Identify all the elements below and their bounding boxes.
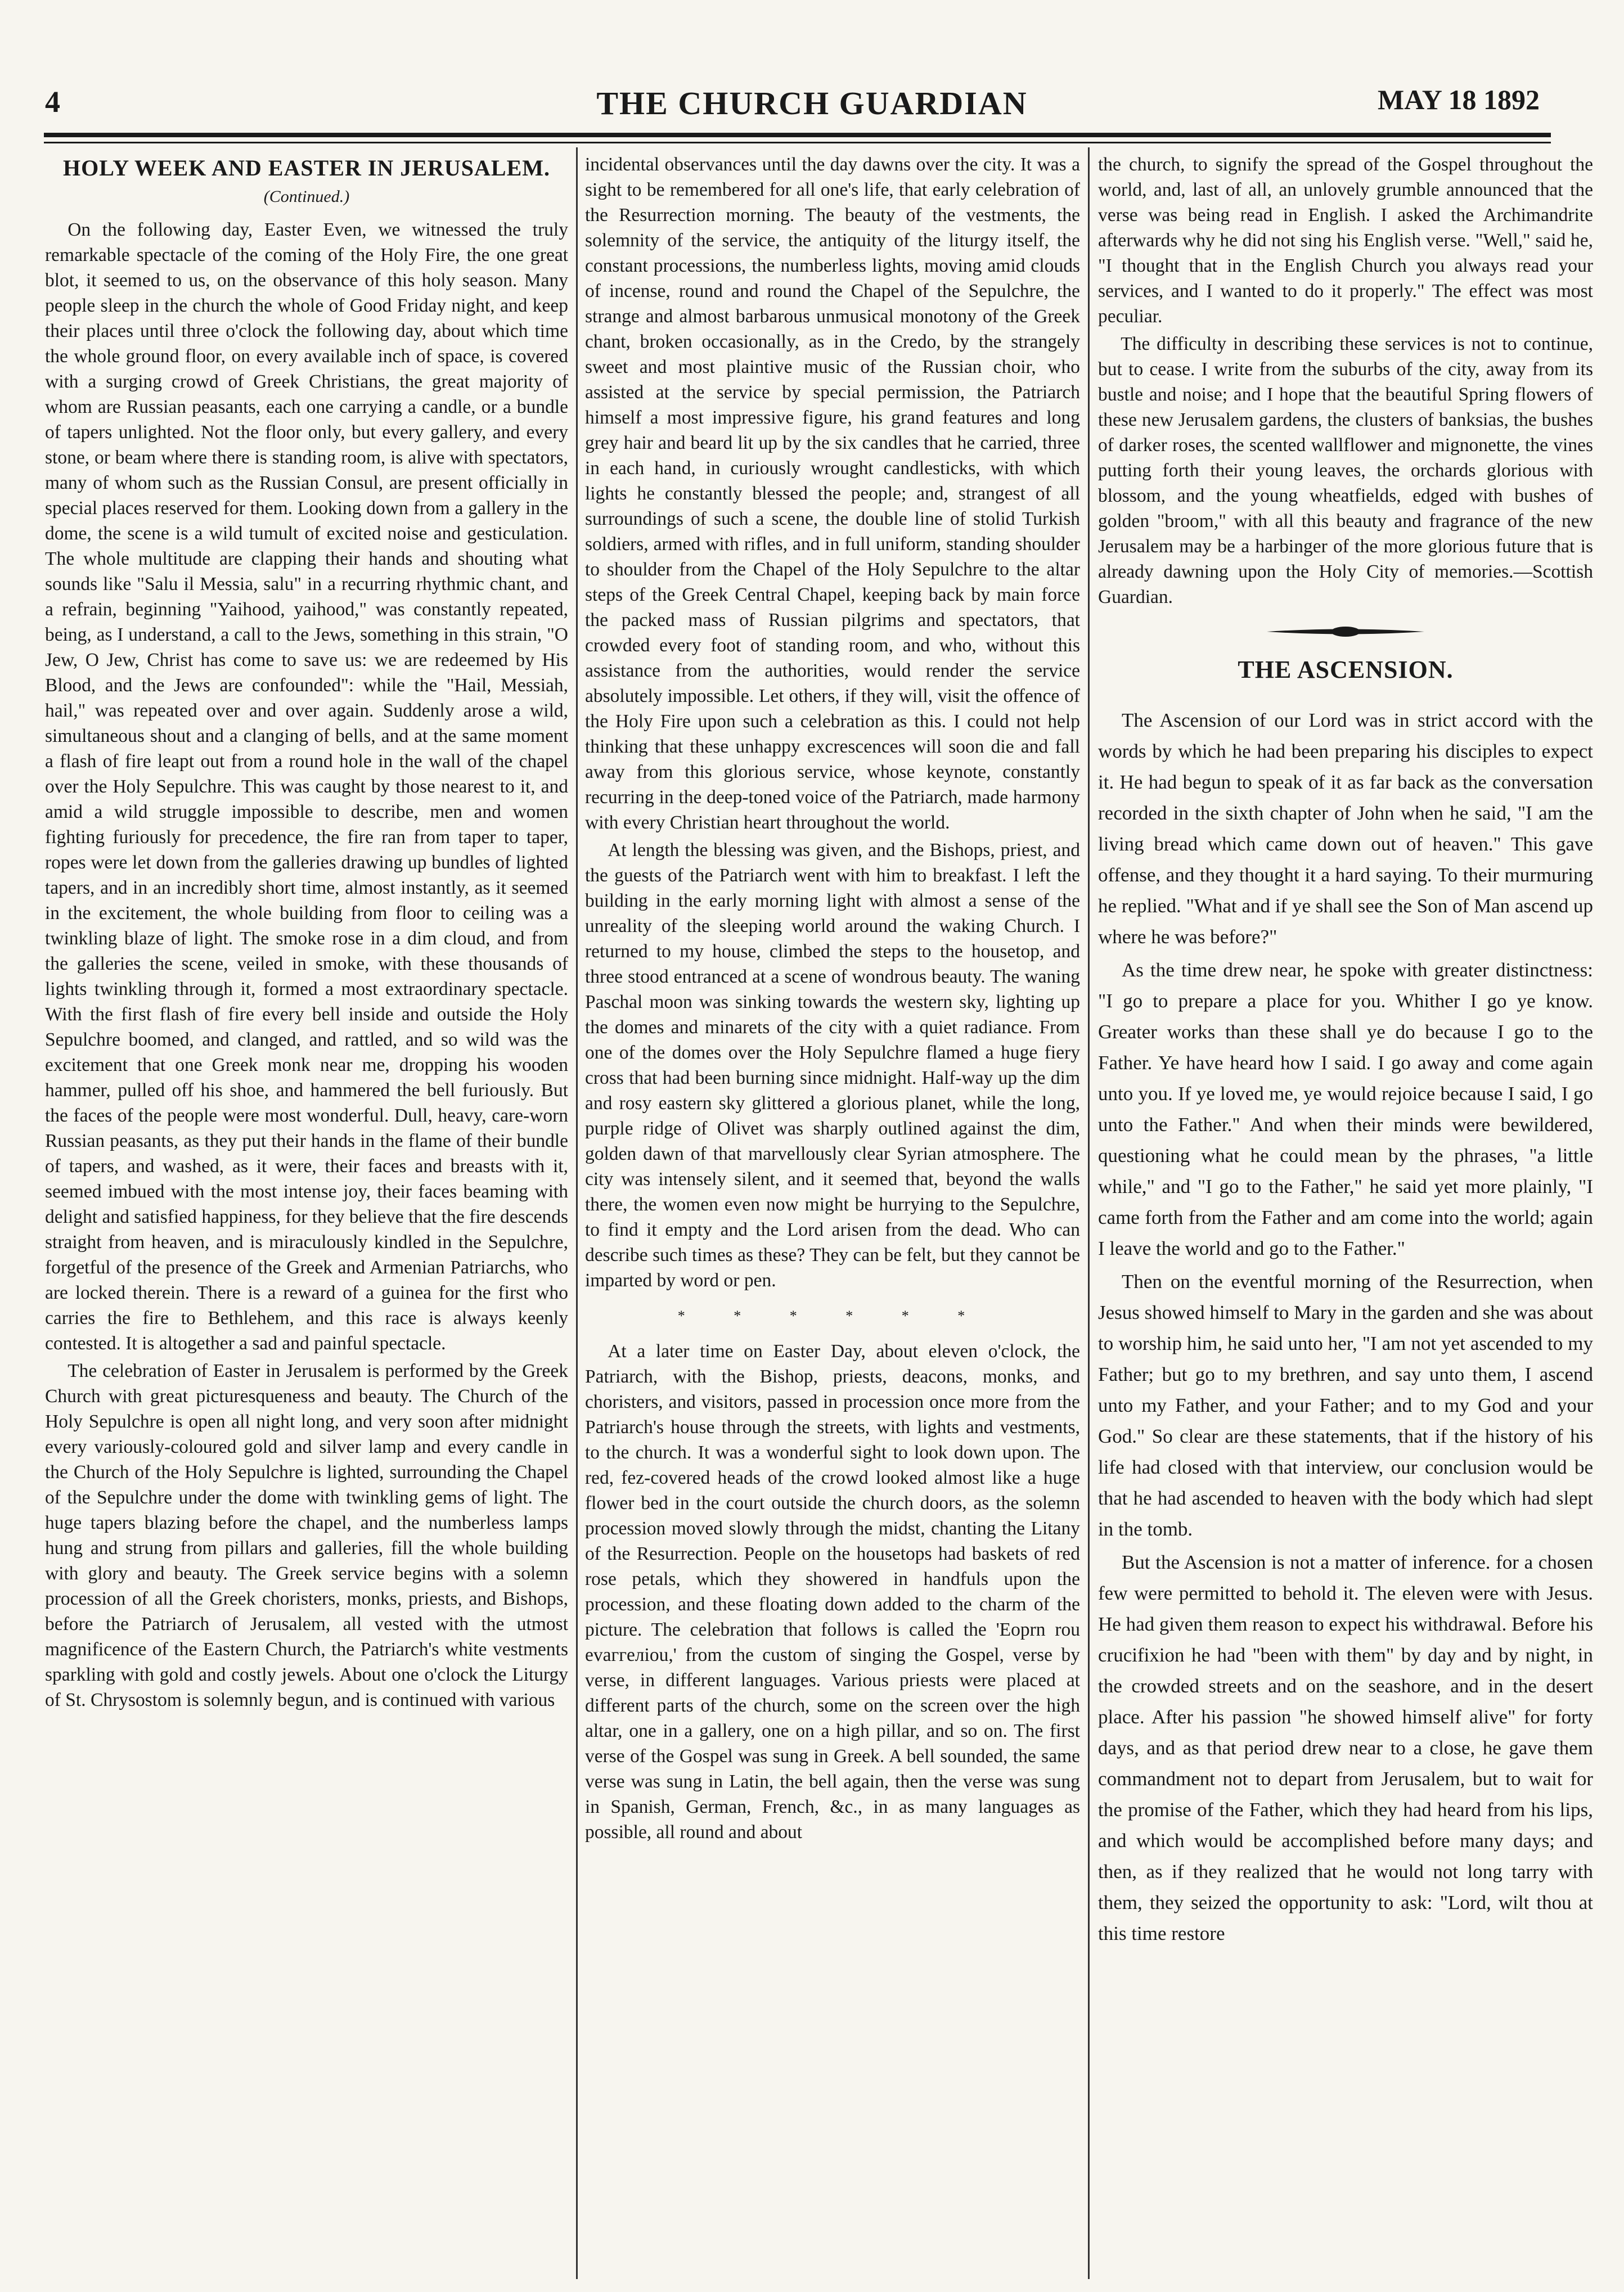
masthead-rule-thin	[44, 142, 1551, 143]
ascension-body	[1098, 705, 1593, 1949]
column-2	[585, 152, 1080, 2278]
paragraph: The celebration of Easter in Jerusalem is performed by the Greek Church with great picturesqueness and beauty. The Church of the Holy Sepulchre is open all night long, and very soon after midnight every variously-coloured gold and silver lamp and every candle in the Church of the Holy Sepulchre is lighted, surrounding the Chapel of the Sepulchre under the dome with twinkling gems of light. The huge tapers blazing before the chapel, and the numberless lamps hung and strung from pillars and galleries, fill the whole building with glory and beauty. The Greek service begins with a solemn procession of all the Greek choristers, monks, priests, and Bishops, before the Patriarch of Jerusalem, all vested with the utmost magnificence of the Eastern Church, the Patriarch's white vestments sparkling with gold and costly jewels. About one o'clock the Liturgy of St. Chrysostom is solemnly begun, and is continued with various	[45, 1361, 568, 1710]
column-rule	[576, 147, 578, 2279]
article-heading: THE ASCENSION.	[1238, 656, 1454, 683]
section-separator: * * * * * *	[677, 1308, 988, 1324]
page-number: 4	[45, 85, 60, 119]
column-rule	[1088, 147, 1090, 2279]
paragraph: The difficulty in describing these services is not to continue, but to cease. I write from the suburbs of the city, away from its bustle and noise; and I hope that the beautiful Spring flowers of these new Jerusalem gardens, the clusters of banksias, the bushes of darker roses, the scented wallflower and mignonette, the vines putting forth their young leaves, the orchards glorious with blossom, and the young wheatfields, edged with bushes of golden "broom," with all this beauty and fragrance of the new Jerusalem may be a harbinger of the more glorious future that is already dawning upon the Holy City of memories.—Scottish Guardian.	[1098, 334, 1593, 607]
paragraph: At length the blessing was given, and the Bishops, priest, and the guests of the Patriarch went with him to breakfast. I left the building in the early morning light with almost a sense of the unreality of the sleeping world around the waking Church. I returned to my house, climbed the steps to the housetop, and three stood entranced at a scene of wondrous beauty. The waning Paschal moon was sinking towards the western sky, lighting up the domes and minarets of the city with a quiet radiance. From one of the domes over the Holy Sepulchre flamed a huge fiery cross that had been burning since midnight. Half-way up the dim and rosy eastern sky glittered a glorious planet, while the long, purple ridge of Olivet was sharply outlined against the dim, golden dawn of that marvellously clear Syrian atmosphere. The city was intensely silent, and it seemed that, beyond the walls there, the women even now might be hurrying to the Sepulchre, to find it empty and the Lord arisen from the dead. Who can describe such times as these? They can be felt, but they cannot be imparted by word or pen.	[585, 840, 1080, 1291]
paragraph: The Ascension of our Lord was in strict accord with the words by which he had been preparing his disciples to expect it. He had begun to speak of it as far back as the conversation recorded in the sixth chapter of John when he said, "I am the living bread which came down out of heaven." This gave offense, and they thought it a hard saying. To their murmuring he replied. "What and if ye shall see the Son of Man ascend up where he was before?"	[1098, 709, 1593, 948]
column-1	[45, 152, 568, 2278]
paragraph: Then on the eventful morning of the Resurrection, when Jesus showed himself to Mary in the garden and she was about to worship him, he said unto her, "I am not yet ascended to my Father; but go to my brethren, and say unto them, I ascend unto my Father, and your Father; and to my God and your God." So clear are these statements, that if the history of his life had closed with that interview, our conclusion would be that he had ascended to heaven with the body which had slept in the tomb.	[1098, 1271, 1593, 1540]
masthead-rule-thick	[44, 133, 1551, 137]
paragraph: the church, to signify the spread of the Gospel throughout the world, and, last of all, an unlovely grumble announced that the verse was being read in English. I asked the Archimandrite afterwards why he did not sing his English verse. "Well," said he, "I thought that in the English Church you always read your services, and I wanted to do it properly." The effect was most peculiar.	[1098, 154, 1593, 327]
masthead: THE CHURCH GUARDIAN	[596, 85, 1028, 121]
paragraph: incidental observances until the day dawns over the city. It was a sight to be remembered for all one's life, that early celebration of the Resurrection morning. The beauty of the vestments, the solemnity of the service, the antiquity of the liturgy itself, the constant processions, the numberless lights, moving amid clouds of incense, round and round the Chapel of the Sepulchre, the strange and almost barbarous unmusical monotony of the Greek chant, broken occasionally, as in the Credo, by the strangely sweet and most plaintive music of the Russian choir, who assisted at the service by special permission, the Patriarch himself a most impressive figure, his grand features and long grey hair and beard lit up by the six candles that he carried, three in each hand, in curiously wrought candlesticks, with which lights he constantly blessed the people; and, strangest of all surroundings of such a scene, the double line of stolid Turkish soldiers, armed with rifles, and in full uniform, standing shoulder to shoulder from the Chapel of the Holy Sepulchre to the altar steps of the Greek Central Chapel, keeping back by main force the packed mass of Russian pilgrims and spectators, that crowded every foot of standing room, and who, without this assistance from the authorities, would render the service absolutely impossible. Let others, if they will, visit the offence of the Holy Fire upon such a celebration as this. I could not help thinking that these unhappy excrescences will soon die and fall away from this glorious service, whose keynote, constantly recurring in the deep-toned voice of the Patriarch, made harmony with every Christian heart throughout the world.	[585, 154, 1080, 833]
paragraph: But the Ascension is not a matter of inference. for a chosen few were permitted to behold it. The eleven were with Jesus. He had given them reason to expect his withdrawal. Before his crucifixion he had "been with them" by day and by night, in the crowded streets and on the seashore, and in the desert place. After his passion "he showed himself alive" for forty days, and as that period drew near to a close, he gave them commandment not to depart from Jerusalem, but to wait for the promise of the Father, which they had heard from his lips, and which would be accomplished before many days; and then, as if they realized that he would not long tarry with them, they seized the opportunity to ask: "Lord, wilt thou at this time restore	[1098, 1551, 1593, 1944]
continued-label: (Continued.)	[263, 187, 350, 206]
paragraph: As the time drew near, he spoke with greater distinctness: "I go to prepare a place for you. Whither I go ye know. Greater works than these shall ye do because I go to the Father. Ye have heard how I said. I go away and come again unto you. If ye loved me, ye would rejoice because I said, I go unto the Father." And when their minds were bewildered, questioning what he could mean by the phrases, "a little while," and "I go to the Father," he said yet more plainly, "I came forth from the Father and am come into the world; again I leave the world and go to the Father."	[1098, 959, 1593, 1259]
divider-center	[1331, 627, 1360, 637]
issue-date: MAY 18 1892	[1378, 84, 1540, 115]
ornamental-divider	[1261, 624, 1430, 639]
article-heading: HOLY WEEK AND EASTER IN JERUSALEM.	[62, 155, 551, 181]
paragraph: On the following day, Easter Even, we witnessed the truly remarkable spectacle of the coming of the Holy Fire, the one great blot, it seemed to us, on the observance of this holy season. Many people sleep in the church the whole of Good Friday night, and keep their places until three o'clock the following day, about which time the whole ground floor, on every available inch of space, is covered with a surging crowd of Greek Christians, the great majority of whom are Russian peasants, each one carrying a candle, or a bundle of tapers unlighted. Not the floor only, but every gallery, and every stone, or beam where there is standing room, is alive with spectators, many of whom such as the Russian Consul, are present officially in special places reserved for them. Looking down from a gallery in the dome, the scene is a wild tumult of excited noise and gesticulation. The whole multitude are clapping their hands and shouting what sounds like "Salu il Messia, salu" in a recurring rhythmic chant, and a refrain, beginning "Yaihood, yaihood," was constantly repeated, being, as I understand, a call to the Jews, something in this strain, "O Jew, O Jew, Christ has come to save us: we are redeemed by His Blood, and the Jews are confounded": while the "Hail, Messiah, hail," was repeated over and over again. Suddenly arose a wild, simultaneous shout and a clanging of bells, and at the same moment a flash of fire leapt out from a round hole in the wall of the chapel over the Holy Sepulchre. This was caught by those nearest to it, and amid a wild struggle impossible to describe, men and women fighting furiously for precedence, the fire ran from taper to taper, ropes were let down from the galleries drawing up bundles of lighted tapers, and in an incredibly short time, almost instantly, as it seemed in the excitement, the whole building from floor to ceiling was a twinkling blaze of light. The smoke rose in a dim cloud, and from the galleries the scene, veiled in smoke, with these thousands of lights twinkling through it, formed a most extraordinary spectacle. With the first flash of fire every bell inside and outside the Holy Sepulchre boomed, and clanged, and rattled, and so wild was the excitement that one Greek monk near me, dropping his wooden hammer, pulled off his shoe, and hammered the bell furiously. But the faces of the people were most wonderful. Dull, heavy, care-worn Russian peasants, as they put their hands in the flame of their bundle of tapers, and washed, as it were, their faces and breasts with it, seemed imbued with the most intense joy, their faces beaming with delight and satisfied happiness, for they believe that the fire descends straight from heaven, and is miraculously kindled in the Sepulchre, forgetful of the presence of the Greek and Armenian Patriarchs, who are locked therein. There is a reward of a guinea for the first who carries the fire to Bethlehem, and this race is always keenly contested. It is altogether a sad and painful spectacle.	[45, 219, 568, 1354]
column-3	[1098, 152, 1593, 2278]
paragraph: At a later time on Easter Day, about eleven o'clock, the Patriarch, with the Bishop, priests, deacons, monks, and choristers, and visitors, passed in procession once more from the Patriarch's house through the streets, with lights and vestments, to the church. It was a wonderful sight to look down upon. The red, fez-covered heads of the crowd looked almost like a huge flower bed in the court outside the church doors, as the solemn procession moved slowly through the midst, chanting the Litany of the Resurrection. People on the housetops had baskets of red rose petals, which they showered in handfuls upon the procession, and these floating down added to the charm of the picture. The celebration that follows is called the 'Eoprn rou evaггeлiou,' from the custom of singing the Gospel, verse by verse, in different languages. Various priests were placed at different parts of the church, some on the screen over the high altar, one in a gallery, one on a high pillar, and so on. The first verse of the Gospel was sung in Greek. A bell sounded, the same verse was sung in Latin, the bell again, then the verse was sung in Spanish, German, French, &c., in as many languages as possible, all round and about	[585, 1341, 1080, 1843]
